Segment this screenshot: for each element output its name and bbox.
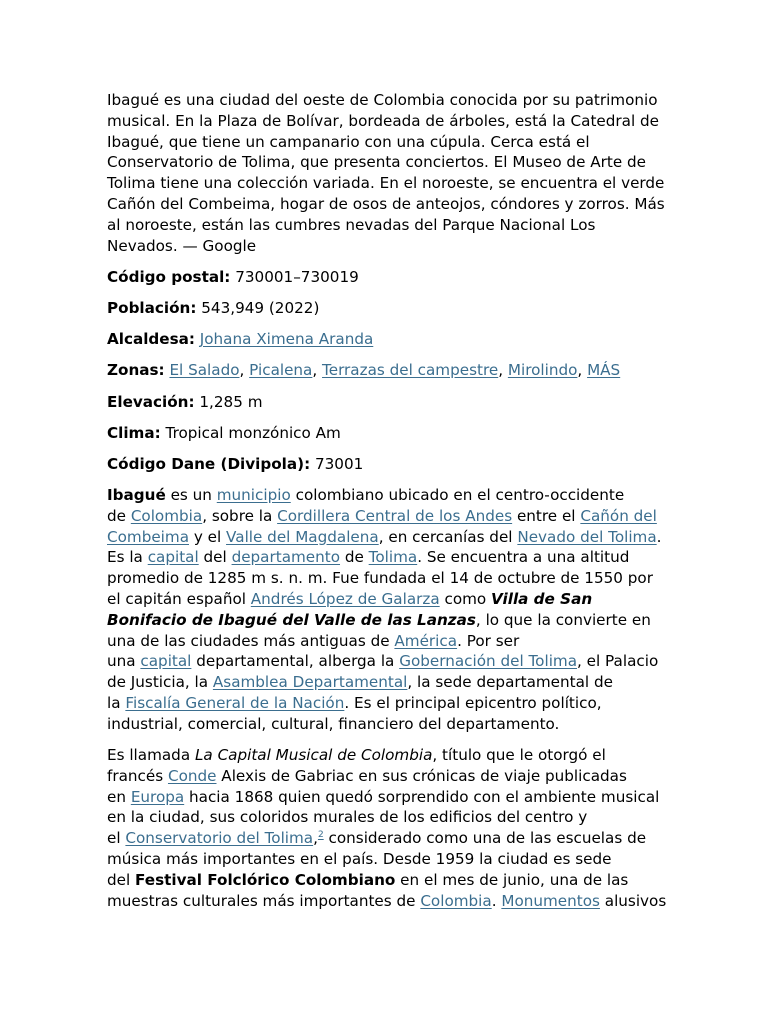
- text-run: Alexis de Gabriac en sus crónicas de viaje publicadas: [216, 766, 627, 785]
- document-page: [107, 90, 667, 911]
- article-line: [107, 828, 663, 849]
- link-monumentos[interactable]: Monumentos: [501, 891, 600, 910]
- zone-link-picalena[interactable]: Picalena: [249, 361, 313, 380]
- article-line: [107, 589, 663, 610]
- text-run: , sobre la: [202, 506, 278, 525]
- intro-line: musical. En la Plaza de Bolívar, bordeada de árboles, está la Catedral de: [107, 111, 659, 130]
- link-capital[interactable]: capital: [147, 548, 199, 567]
- article-subject: Ibagué: [107, 486, 166, 505]
- link-cordillera-central[interactable]: Cordillera Central de los Andes: [277, 506, 513, 525]
- text-run: de: [340, 548, 369, 567]
- founding-name: Villa de San: [491, 590, 593, 609]
- nickname: La Capital Musical de Colombia: [194, 746, 433, 765]
- article-line: [107, 766, 663, 787]
- text-run: el: [107, 829, 126, 848]
- link-canon-combeima[interactable]: Cañón del: [580, 506, 657, 525]
- text-run: Es la: [107, 548, 148, 567]
- fact-value: 543,949 (2022): [201, 298, 320, 317]
- text-run: departamental, alberga la: [191, 652, 400, 671]
- link-canon-combeima[interactable]: Combeima: [107, 527, 189, 546]
- text-run: hacia 1868 quien quedó sorprendido con el ambiente musical: [184, 787, 660, 806]
- text-run: ,: [313, 829, 318, 848]
- intro-line: Tolima tiene una colección variada. En el noroeste, se encuentra el verde: [107, 174, 665, 193]
- fact-label: Población:: [107, 298, 197, 317]
- article-line: [107, 787, 663, 808]
- text-run: y el: [189, 527, 227, 546]
- zone-link-mirolindo[interactable]: Mirolindo: [507, 361, 578, 380]
- fact-mayor: [107, 329, 663, 350]
- text-run: , lo que la convierte en: [475, 610, 651, 629]
- fact-value: Tropical monzónico Am: [165, 423, 341, 442]
- text-run: Es llamada: [107, 746, 195, 765]
- zone-link-terrazas[interactable]: Terrazas del campestre: [322, 361, 499, 380]
- text-run: en el mes de junio, una de las: [395, 870, 629, 889]
- text-run: del: [107, 870, 136, 889]
- intro-paragraph: [107, 90, 663, 256]
- fact-climate: [107, 423, 663, 444]
- text-run: en: [107, 787, 131, 806]
- fact-value: 730001–730019: [235, 267, 359, 286]
- text-run: . Se encuentra a una altitud: [417, 548, 630, 567]
- text-run: . Es el principal epicentro político,: [344, 694, 602, 713]
- fact-population: [107, 298, 663, 319]
- fact-label: Código Dane (Divipola):: [107, 454, 311, 473]
- text-run: una: [107, 652, 141, 671]
- link-fiscalia-general[interactable]: Fiscalía General de la Nación: [125, 694, 345, 713]
- article-line: [107, 527, 663, 548]
- text-run: considerado como una de las escuelas de: [323, 829, 647, 848]
- text-run: muestras culturales más importantes de: [107, 891, 421, 910]
- article-line: industrial, comercial, cultural, financiero del departamento.: [107, 714, 560, 733]
- festival-name: Festival Folclórico Colombiano: [135, 870, 396, 889]
- article-line: promedio de 1285 m s. n. m. Fue fundada el 14 de octubre de 1550 por: [107, 569, 653, 588]
- link-departamento[interactable]: departamento: [231, 548, 341, 567]
- text-run: entre el: [512, 506, 581, 525]
- text-run: .: [491, 891, 502, 910]
- link-tolima[interactable]: Tolima: [368, 548, 418, 567]
- fact-label: Clima:: [107, 423, 161, 442]
- link-colombia[interactable]: Colombia: [420, 891, 492, 910]
- text-run: , la sede departamental de: [407, 673, 613, 692]
- intro-line: al noroeste, están las cumbres nevadas del Parque Nacional Los: [107, 215, 596, 234]
- article-line: [107, 870, 663, 891]
- text-run: , en cercanías del: [378, 527, 518, 546]
- fact-value: 1,285 m: [199, 392, 263, 411]
- text-run: del: [198, 548, 232, 567]
- link-colombia[interactable]: Colombia: [130, 506, 203, 525]
- article-line: en la ciudad, sus coloridos murales de los edificios del centro y: [107, 808, 588, 827]
- mayor-link[interactable]: Johana Ximena Aranda: [199, 330, 374, 349]
- text-run: como: [439, 590, 492, 609]
- citation-link[interactable]: 2: [317, 830, 324, 841]
- article-line: [107, 693, 663, 714]
- link-gobernacion-tolima[interactable]: Gobernación del Tolima: [399, 652, 578, 671]
- text-run: , el Palacio: [577, 652, 659, 671]
- intro-line: Ibagué es una ciudad del oeste de Colombia conocida por su patrimonio: [107, 91, 658, 109]
- fact-zones: Zonas: El Salado, Picalena, Terrazas del campestre, Mirolindo, MÁS: [107, 361, 621, 380]
- article-line: [107, 506, 663, 527]
- fact-elevation: [107, 392, 663, 413]
- zone-link-el-salado[interactable]: El Salado: [169, 361, 240, 380]
- text-run: una de las ciudades más antiguas de: [107, 631, 395, 650]
- zone-link-more[interactable]: MÁS: [587, 361, 621, 380]
- article-line: [107, 891, 667, 912]
- link-conde[interactable]: Conde: [167, 766, 217, 785]
- intro-line: Cañón del Combeima, hogar de osos de anteojos, cóndores y zorros. Más: [107, 194, 665, 213]
- fact-dane-code: [107, 454, 663, 475]
- text-run: francés: [107, 766, 168, 785]
- article-line: [107, 485, 663, 506]
- link-andres-lopez-galarza[interactable]: Andrés López de Galarza: [250, 590, 440, 609]
- fact-label: Alcaldesa:: [107, 330, 195, 349]
- fact-postal-code: [107, 267, 663, 288]
- text-run: , título que le otorgó el: [432, 746, 606, 765]
- fact-label: Zonas:: [107, 361, 165, 380]
- article-line: música más importantes en el país. Desde 1959 la ciudad es sede: [107, 850, 612, 869]
- text-run: de Justicia, la: [107, 673, 213, 692]
- text-run: alusivos: [599, 891, 667, 910]
- text-run: .: [656, 527, 662, 546]
- founding-name: Bonifacio de Ibagué del Valle de las Lanzas: [107, 610, 476, 629]
- fact-label: Código postal:: [107, 267, 231, 286]
- text-run: el capitán español: [107, 590, 251, 609]
- article-paragraph-1: [107, 485, 663, 735]
- intro-line: Ibagué, que tiene un campanario con una cúpula. Cerca está el: [107, 132, 590, 151]
- article-line: [107, 672, 663, 693]
- text-run: de: [107, 506, 131, 525]
- article-line: [107, 610, 663, 631]
- text-run: colombiano ubicado en el centro-occidente: [290, 486, 625, 505]
- link-nevado-tolima[interactable]: Nevado del Tolima: [517, 527, 657, 546]
- link-municipio[interactable]: municipio: [216, 486, 291, 505]
- link-europa[interactable]: Europa: [130, 787, 185, 806]
- article-line: [107, 651, 663, 672]
- link-capital[interactable]: capital: [140, 652, 192, 671]
- article-line: [107, 745, 663, 766]
- link-america[interactable]: América: [394, 631, 458, 650]
- article-line: [107, 631, 663, 652]
- text-run: la: [107, 694, 126, 713]
- article-line: [107, 547, 663, 568]
- link-asamblea-departamental[interactable]: Asamblea Departamental: [212, 673, 408, 692]
- link-valle-magdalena[interactable]: Valle del Magdalena: [226, 527, 379, 546]
- intro-line: Nevados. — Google: [107, 236, 257, 255]
- text-run: es un: [165, 486, 217, 505]
- intro-line: Conservatorio de Tolima, que presenta conciertos. El Museo de Arte de: [107, 153, 646, 172]
- fact-label: Elevación:: [107, 392, 195, 411]
- fact-value: 73001: [314, 454, 364, 473]
- article-paragraph-2: [107, 745, 667, 911]
- text-run: . Por ser: [457, 631, 520, 650]
- link-conservatorio-tolima[interactable]: Conservatorio del Tolima: [125, 829, 314, 848]
